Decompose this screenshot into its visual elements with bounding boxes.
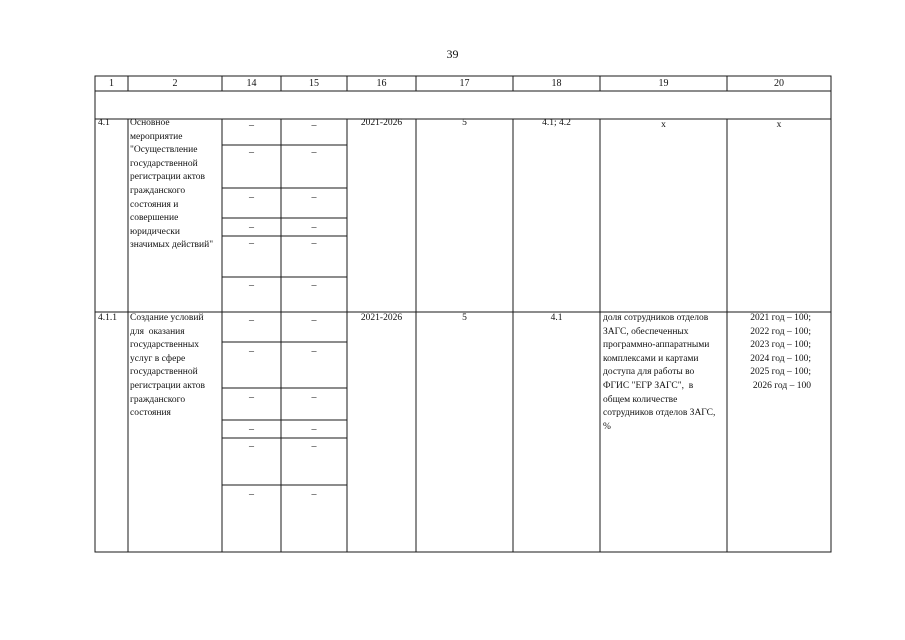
cell-14-dash: – [249,147,254,158]
header-col-1: 1 [109,78,114,89]
cell-16-period: 2021-2026 [360,118,403,128]
cell-19-value: х [661,120,666,130]
cell-15-dash: – [311,346,317,357]
cell-17-value: 5 [462,118,467,128]
cell-15-dash: – [311,238,317,249]
cell-17-value: 5 [462,313,467,323]
cell-16-period: 2021-2026 [360,313,403,323]
cell-15-dash: – [311,489,317,500]
cell-19-indicator: доля сотрудников отделов ЗАГС, обеспеченных программно-аппаратными комплексами и картами доступа для работы во ФГИС "ЕГР ЗАГС", в общем количестве сотрудников отделов ЗАГС, % [603,313,716,432]
cell-14-dash: – [249,424,254,435]
header-col-19: 19 [658,78,669,89]
page-number: 39 [446,47,459,61]
cell-15-dash: – [311,120,317,131]
header-col-14: 14 [246,78,257,89]
cell-14-dash: – [249,489,254,500]
header-col-15: 15 [309,78,319,89]
cell-14-dash: – [249,280,254,291]
cell-15-dash: – [311,392,317,403]
cell-15-dash: – [311,315,317,326]
cell-15-dash: – [311,192,317,203]
cell-14-dash: – [249,346,254,357]
cell-14-dash: – [249,192,254,203]
cell-14-dash: – [249,120,254,131]
cell-20-value: х [776,120,782,130]
cell-20-targets: 2021 год – 100; 2022 год – 100; 2023 год – 100; 2024 год – 100; 2025 год – 100; 2026 год – 100 [750,313,811,391]
header-col-2: 2 [172,78,178,89]
cell-14-dash: – [249,238,254,249]
cell-14-dash: – [249,222,254,233]
cell-15-dash: – [311,147,317,158]
row-title: Основное мероприятие "Осуществление государственной регистрации актов гражданского состояния и совершение юридически значимых действий" [130,118,214,251]
cell-15-dash: – [311,441,317,452]
cell-18-value: 4.1 [550,313,563,323]
cell-18-value: 4.1; 4.2 [542,118,571,128]
cell-14-dash: – [249,441,254,452]
cell-15-dash: – [311,280,317,291]
cell-14-dash: – [249,315,254,326]
cell-15-dash: – [311,222,317,233]
cell-15-dash: – [311,424,317,435]
row-title: Создание условий для оказания государственных услуг в сфере государственной регистрации актов гражданского состояния [130,313,205,419]
header-col-20: 20 [774,78,784,89]
header-col-16: 16 [376,78,387,89]
header-col-17: 17 [459,78,470,89]
cell-14-dash: – [249,392,254,403]
row-number: 4.1 [98,118,110,128]
row-number: 4.1.1 [98,313,117,323]
header-col-18: 18 [551,78,562,89]
